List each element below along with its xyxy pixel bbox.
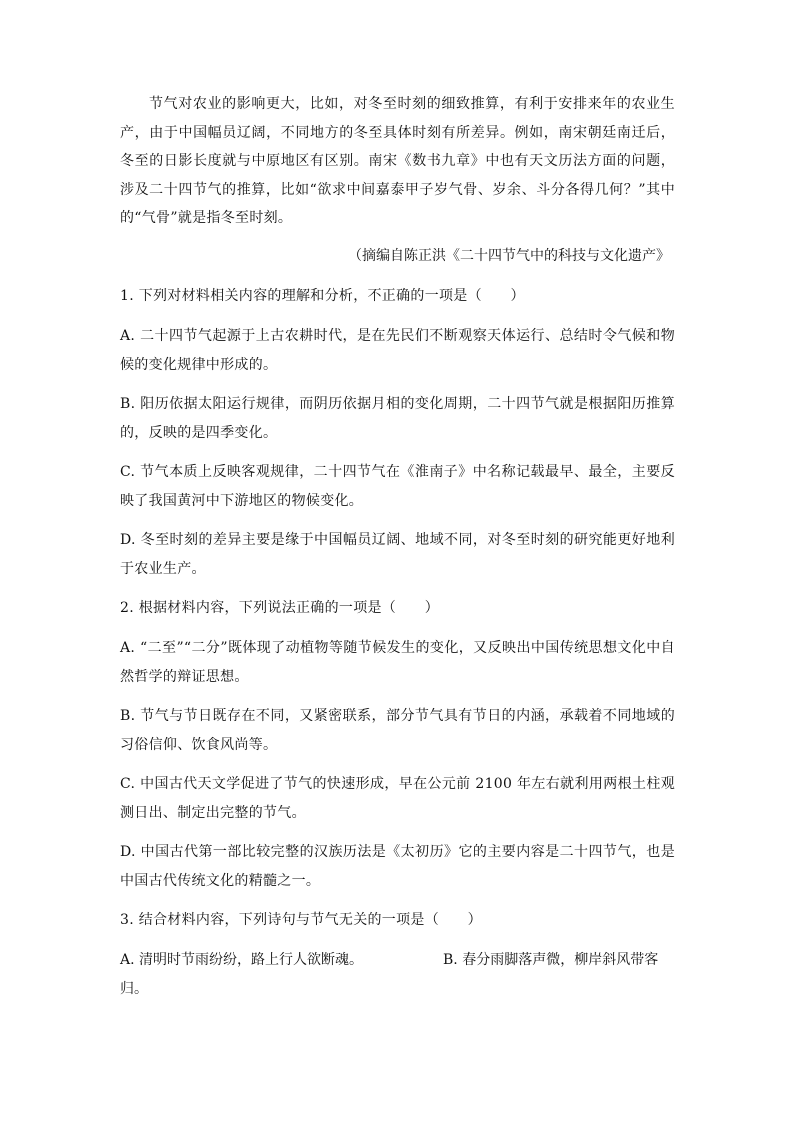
question-3-option-b: B. 春分雨脚落声微，柳岸斜风带客 [443,952,659,968]
question-2-option-a: A. “二至”“二分”既体现了动植物等随节候发生的变化，又反映出中国传统思想文化中自然哲学的辩证思想。 [120,640,675,685]
intro-paragraph: 节气对农业的影响更大，比如，对冬至时刻的细致推算，有利于安排来年的农业生产，由于中国幅员辽阔，不同地方的冬至具体时刻有所差异。例如，南宋朝廷南迁后，冬至的日影长度就与中原地区有区别。南宋《数书九章》中也有天文历法方面的问题，涉及二十四节气的推算，比如“欲求中间嘉泰甲子岁气骨、岁余、斗分各得几何？”其中的“气骨”就是指冬至时刻。 [120,96,675,226]
question-2-option-c: C. 中国古代天文学促进了节气的快速形成，早在公元前 2100 年左右就利用两根土柱观测日出、制定出完整的节气。 [120,776,675,821]
question-2-stem: 2. 根据材料内容，下列说法正确的一项是（ ） [120,600,440,616]
question-1-option-c: C. 节气本质上反映客观规律，二十四节气在《淮南子》中名称记载最早、最全，主要反映了我国黄河中下游地区的物候变化。 [120,464,675,509]
source-citation: （摘编自陈正洪《二十四节气中的科技与文化遗产》 [348,248,670,264]
question-3-option-a: A. 清明时节雨纷纷，路上行人欲断魂。 [120,952,364,968]
question-1-stem: 1. 下列对材料相关内容的理解和分析，不正确的一项是（ ） [120,288,525,304]
question-2-option-b: B. 节气与节日既存在不同，又紧密联系，部分节气具有节日的内涵，承载着不同地域的习俗信仰、饮食风尚等。 [120,708,675,753]
question-2-option-d: D. 中国古代第一部比较完整的汉族历法是《太初历》它的主要内容是二十四节气，也是中国古代传统文化的精髓之一。 [120,844,675,889]
question-1-option-d: D. 冬至时刻的差异主要是缘于中国幅员辽阔、地域不同，对冬至时刻的研究能更好地利于农业生产。 [120,532,675,577]
question-1-option-b: B. 阳历依据太阳运行规律，而阴历依据月相的变化周期，二十四节气就是根据阳历推算的，反映的是四季变化。 [120,396,675,441]
question-3-stem: 3. 结合材料内容，下列诗句与节气无关的一项是（ ） [120,912,482,928]
question-3-option-b-tail: 归。 [120,980,148,997]
question-1-option-a: A. 二十四节气起源于上古农耕时代，是在先民们不断观察天体运行、总结时令气候和物候的变化规律中形成的。 [120,328,675,373]
